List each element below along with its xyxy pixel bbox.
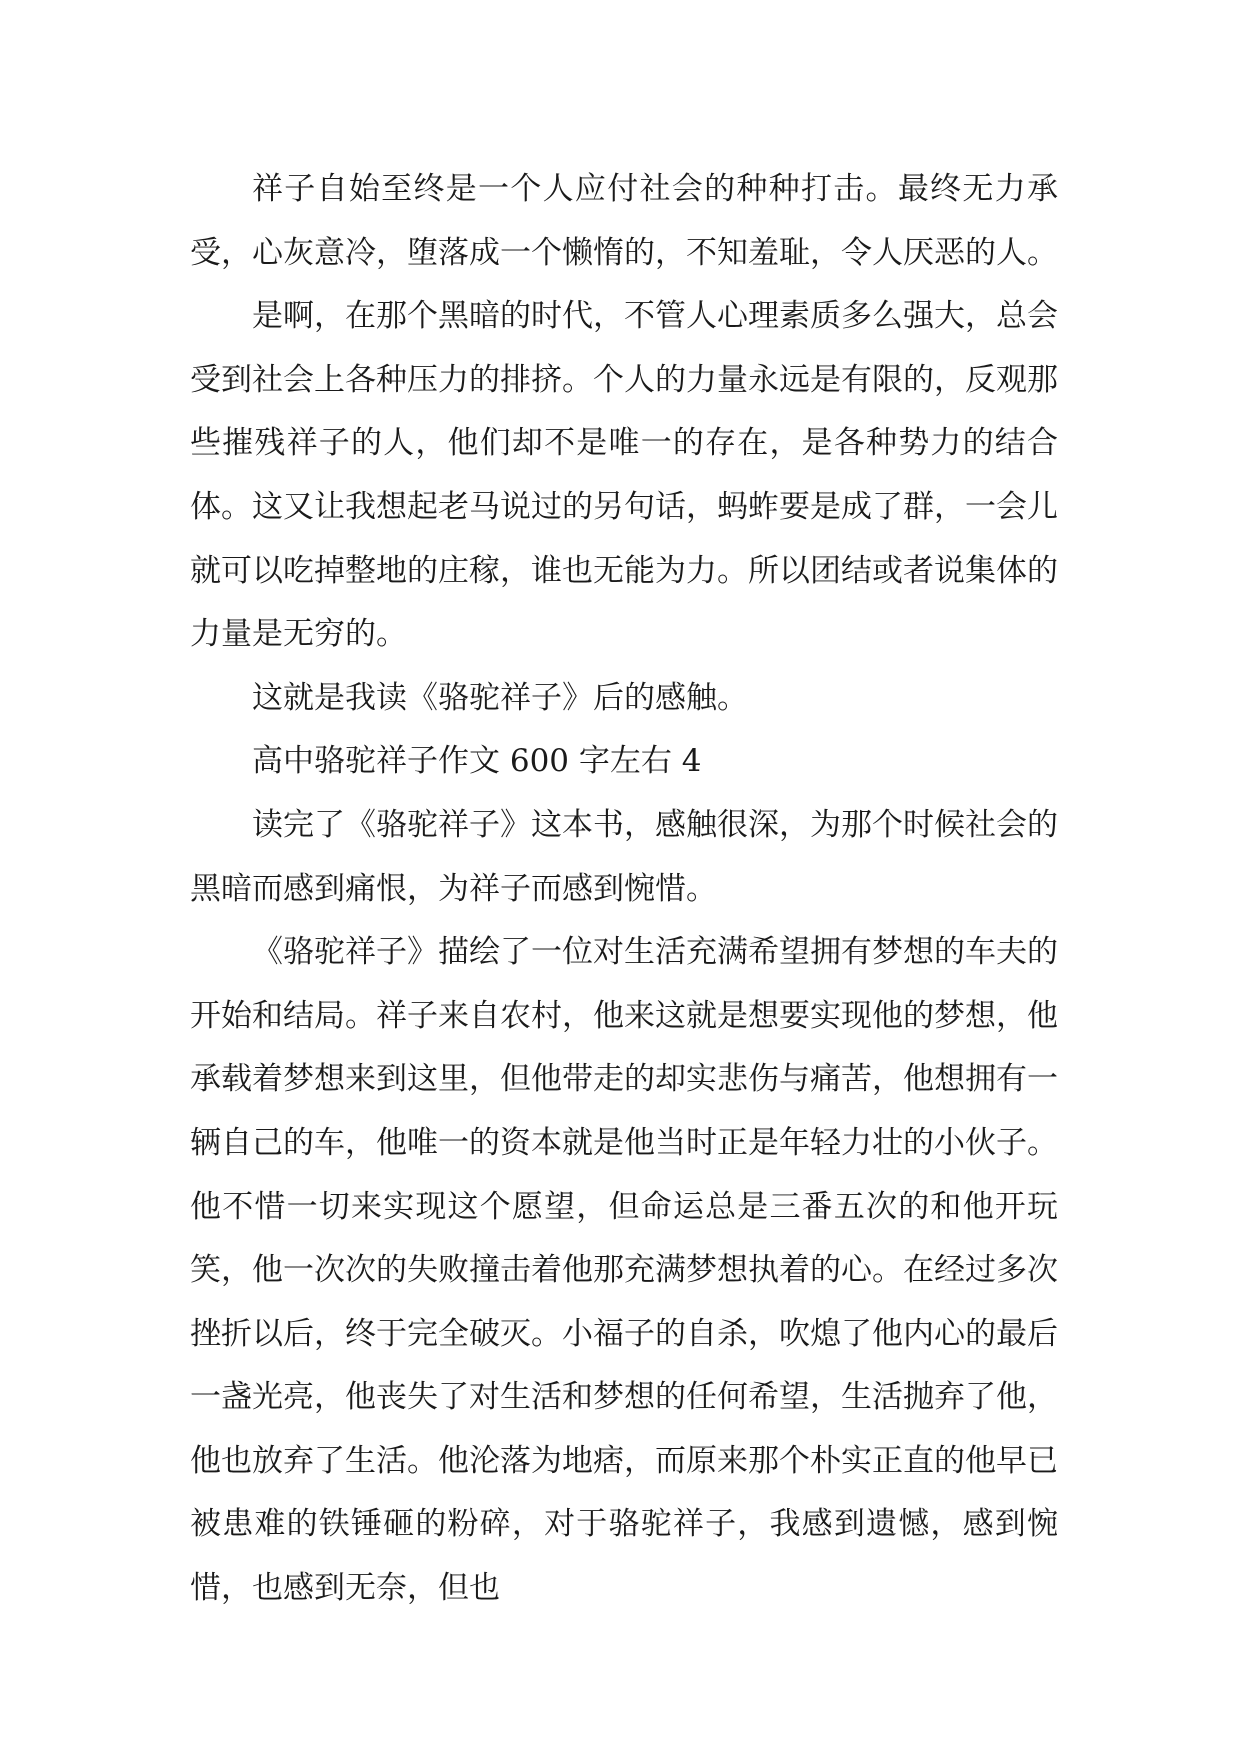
paragraph-5: 《骆驼祥子》描绘了一位对生活充满希望拥有梦想的车夫的开始和结局。祥子来自农村，他来这就是想要实现他的梦想，他承载着梦想来到这里，但他带走的却实悲伤与痛苦，他想拥有一辆自己的车，他唯一的资本就是他当时正是年轻力壮的小伙子。他不惜一切来实现这个愿望，但命运总是三番五次的和他开玩笑，他一次次的失败撞击着他那充满梦想执着的心。在经过多次挫折以后，终于完全破灭。小福子的自杀，吹熄了他内心的最后一盏光亮，他丧失了对生活和梦想的任何希望，生活抛弃了他，他也放弃了生活。他沦落为地痞，而原来那个朴实正直的他早已被患难的铁锤砸的粉碎，对于骆驼祥子，我感到遗憾，感到惋惜，也感到无奈，但也 bbox=[190, 934, 1058, 1607]
document-body bbox=[190, 158, 1058, 1621]
paragraph-4: 读完了《骆驼祥子》这本书，感触很深，为那个时候社会的黑暗而感到痛恨，为祥子而感到惋惜。 bbox=[190, 806, 1058, 907]
paragraph-2: 是啊，在那个黑暗的时代，不管人心理素质多么强大，总会受到社会上各种压力的排挤。个人的力量永远是有限的，反观那些摧残祥子的人，他们却不是唯一的存在，是各种势力的结合体。这又让我想起老马说过的另句话，蚂蚱要是成了群，一会儿就可以吃掉整地的庄稼，谁也无能为力。所以团结或者说集体的力量是无穷的。 bbox=[190, 298, 1058, 653]
section-heading: 高中骆驼祥子作文 600 字左右 4 bbox=[252, 743, 702, 780]
paragraph-1: 祥子自始至终是一个人应付社会的种种打击。最终无力承受，心灰意冷，堕落成一个懒惰的，不知羞耻，令人厌恶的人。 bbox=[190, 171, 1058, 271]
paragraph-3: 这就是我读《骆驼祥子》后的感触。 bbox=[252, 679, 748, 716]
